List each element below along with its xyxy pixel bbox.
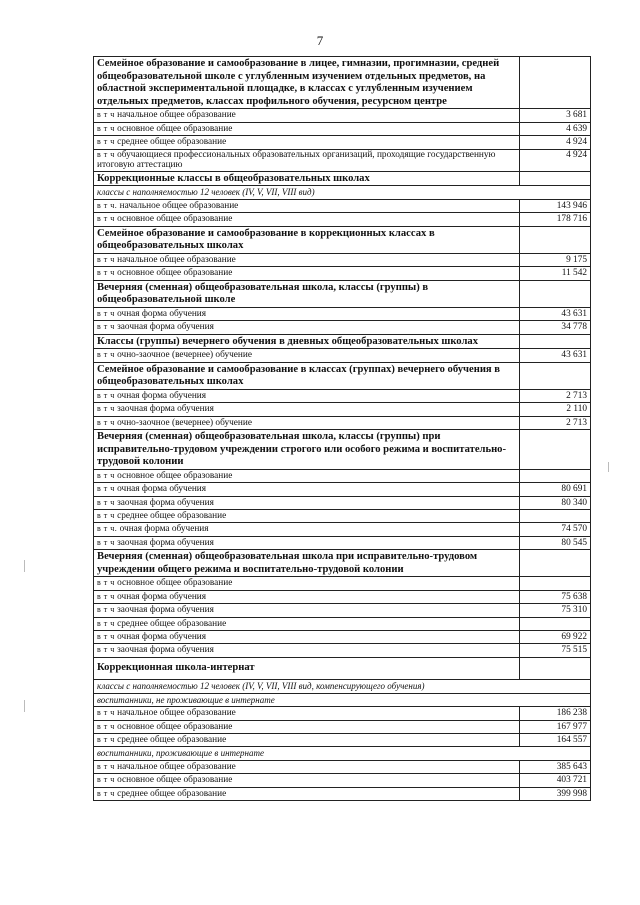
note-text: классы с наполняемостью 12 человек (IV, V, VII, VIII вид, компенсирующего обучения) [94, 680, 591, 693]
section-header-row [94, 171, 591, 186]
row-label-cell [94, 109, 520, 122]
row-label: заочная форма обучения [117, 605, 214, 616]
section-value-cell [520, 334, 591, 349]
row-value: 43 631 [520, 307, 591, 320]
row-label-cell [94, 510, 520, 523]
row-prefix: в т ч [97, 137, 115, 147]
row-label-cell [94, 349, 520, 362]
row-prefix: в т ч [97, 322, 115, 332]
row-label: очно-заочное (вечернее) обучение [117, 350, 252, 361]
row-prefix: в т ч [97, 404, 115, 414]
row-label: очная форма обучения [117, 390, 207, 401]
row-label: среднее общее образование [117, 511, 227, 521]
row-label: основное общее образование [117, 470, 233, 481]
row-prefix: в т ч. [97, 200, 118, 210]
section-value-cell [520, 362, 591, 389]
section-title: Классы (группы) вечернего обучения в дневных общеобразовательных школах [94, 334, 520, 349]
row-label: основное общее образование [117, 268, 233, 279]
row-label-cell [94, 469, 520, 482]
row-label-cell [94, 631, 520, 644]
norms-table [93, 56, 591, 801]
row-value: 399 998 [520, 787, 591, 800]
row-label: среднее общее образование [117, 618, 227, 629]
row-label: обучающиеся профессиональных образовательных организаций, проходящие государственную итоговую аттестацию [97, 149, 496, 171]
row-prefix: в т ч [97, 149, 115, 159]
table-row [94, 213, 591, 226]
row-label-cell [94, 707, 520, 720]
row-prefix: в т ч [97, 497, 115, 507]
section-value-cell [520, 657, 591, 680]
table-row [94, 577, 591, 590]
note-text: воспитанники, проживающие в интернате [94, 747, 591, 760]
section-value-cell [520, 280, 591, 307]
row-value: 75 515 [520, 644, 591, 657]
table-row [94, 483, 591, 496]
section-header-row [94, 57, 591, 109]
table-row [94, 199, 591, 212]
table-row [94, 774, 591, 787]
row-prefix: в т ч [97, 470, 115, 480]
row-value: 80 340 [520, 496, 591, 509]
table-row [94, 307, 591, 320]
row-label: заочная форма обучения [117, 404, 214, 415]
table-row [94, 496, 591, 509]
row-label: очно-заочное (вечернее) обучение [117, 417, 252, 428]
table-row [94, 604, 591, 617]
row-label-cell [94, 122, 520, 135]
row-prefix: в т ч [97, 537, 115, 547]
row-label: среднее общее образование [117, 788, 227, 799]
row-label: очная форма обучения [117, 591, 207, 602]
note-row [94, 680, 591, 693]
table-row [94, 389, 591, 402]
row-label-cell [94, 199, 520, 212]
row-label-cell [94, 577, 520, 590]
table-row [94, 734, 591, 747]
row-prefix: в т ч [97, 761, 115, 771]
table-row [94, 469, 591, 482]
row-prefix: в т ч [97, 417, 115, 427]
row-label: начальное общее образование [117, 254, 236, 265]
row-value [520, 510, 591, 523]
row-prefix: в т ч [97, 308, 115, 318]
section-title: Вечерняя (сменная) общеобразовательная школа, классы (группы) в общеобразовательной школе [94, 280, 520, 307]
row-prefix: в т ч [97, 484, 115, 494]
row-label-cell [94, 307, 520, 320]
row-label-cell [94, 774, 520, 787]
scan-mark [24, 560, 25, 572]
row-value: 385 643 [520, 760, 591, 773]
row-value: 80 545 [520, 536, 591, 549]
row-prefix: в т ч [97, 632, 115, 642]
row-prefix: в т ч [97, 123, 115, 133]
table-row [94, 321, 591, 334]
row-label: начальное общее образование [117, 761, 236, 772]
row-label-cell [94, 136, 520, 149]
row-label-cell [94, 483, 520, 496]
section-header-row [94, 657, 591, 680]
row-label: очная форма обучения [119, 524, 209, 535]
row-prefix: в т ч [97, 618, 115, 628]
table-row [94, 136, 591, 149]
section-title: Вечерняя (сменная) общеобразовательная школа при исправительно-трудовом учреждении общего режима и воспитательно-трудовой колонии [94, 550, 520, 577]
row-label-cell [94, 253, 520, 266]
section-value-cell [520, 57, 591, 109]
row-label-cell [94, 389, 520, 402]
table-row [94, 523, 591, 536]
row-value: 4 924 [520, 136, 591, 149]
row-prefix: в т ч [97, 605, 115, 615]
table-row [94, 590, 591, 603]
row-label: основное общее образование [117, 578, 233, 589]
row-label: начальное общее образование [117, 708, 236, 719]
table-row [94, 349, 591, 362]
row-label-cell [94, 604, 520, 617]
row-label-cell [94, 734, 520, 747]
row-prefix: в т ч [97, 708, 115, 718]
table-row [94, 760, 591, 773]
row-value: 167 977 [520, 720, 591, 733]
section-title: Семейное образование и самообразование в лицее, гимназии, прогимназии, средней общеобразовательной школе с углубленным изучением отдельных предметов, на областной экспериментальной площадке, в классах с углубленным изучением отдельных предметов, классах профильного обучения, ресурсном центре [94, 57, 520, 109]
row-label: очная форма обучения [117, 308, 207, 319]
table-row [94, 510, 591, 523]
row-label: начальное общее образование [117, 110, 236, 121]
row-label: основное общее образование [117, 775, 233, 786]
note-text: воспитанники, не проживающие в интернате [94, 693, 591, 706]
table-row [94, 403, 591, 416]
row-label: заочная форма обучения [117, 497, 214, 508]
row-label: среднее общее образование [117, 137, 227, 148]
row-value: 80 691 [520, 483, 591, 496]
row-label-cell [94, 149, 520, 171]
row-value: 403 721 [520, 774, 591, 787]
row-prefix: в т ч [97, 214, 115, 224]
note-row [94, 747, 591, 760]
row-prefix: в т ч [97, 268, 115, 278]
row-prefix: в т ч [97, 645, 115, 655]
table-row [94, 267, 591, 280]
row-value [520, 617, 591, 630]
row-label-cell [94, 267, 520, 280]
section-value-cell [520, 226, 591, 253]
note-text: классы с наполняемостью 12 человек (IV, V, VII, VIII вид) [94, 186, 591, 199]
scan-mark [24, 700, 25, 712]
row-prefix: в т ч [97, 788, 115, 798]
row-value: 3 681 [520, 109, 591, 122]
row-value: 69 922 [520, 631, 591, 644]
row-prefix: в т ч [97, 390, 115, 400]
section-header-row [94, 430, 591, 470]
row-value [520, 469, 591, 482]
section-header-row [94, 362, 591, 389]
table-row [94, 631, 591, 644]
row-label-cell [94, 536, 520, 549]
table-row [94, 617, 591, 630]
row-value: 75 638 [520, 590, 591, 603]
row-prefix: в т ч [97, 735, 115, 745]
row-label-cell [94, 496, 520, 509]
row-label-cell [94, 590, 520, 603]
row-prefix: в т ч [97, 350, 115, 360]
row-value: 34 778 [520, 321, 591, 334]
section-title: Семейное образование и самообразование в классах (группах) вечернего обучения в общеобразовательных школах [94, 362, 520, 389]
row-value: 143 946 [520, 199, 591, 212]
row-prefix: в т ч [97, 775, 115, 785]
row-label: основное общее образование [117, 214, 233, 225]
row-value: 4 924 [520, 149, 591, 171]
table-row [94, 707, 591, 720]
row-label-cell [94, 644, 520, 657]
section-value-cell [520, 550, 591, 577]
row-value: 164 557 [520, 734, 591, 747]
row-value: 74 570 [520, 523, 591, 536]
row-value: 178 716 [520, 213, 591, 226]
row-label-cell [94, 213, 520, 226]
section-header-row [94, 550, 591, 577]
table-row [94, 787, 591, 800]
table-row [94, 536, 591, 549]
table-row [94, 122, 591, 135]
row-label-cell [94, 760, 520, 773]
row-prefix: в т ч [97, 591, 115, 601]
row-value: 9 175 [520, 253, 591, 266]
row-label-cell [94, 321, 520, 334]
row-label: заочная форма обучения [117, 322, 214, 333]
row-prefix: в т ч [97, 254, 115, 264]
table-row [94, 149, 591, 171]
row-label: заочная форма обучения [117, 537, 214, 548]
row-prefix: в т ч. [97, 524, 118, 534]
row-label: очная форма обучения [117, 484, 207, 495]
row-label: заочная форма обучения [117, 645, 214, 656]
section-title: Коррекционные классы в общеобразовательных школах [94, 171, 520, 186]
section-value-cell [520, 430, 591, 470]
row-label-cell [94, 720, 520, 733]
row-value [520, 577, 591, 590]
row-label-cell [94, 523, 520, 536]
row-label: начальное общее образование [119, 200, 239, 211]
section-header-row [94, 280, 591, 307]
row-value: 2 110 [520, 403, 591, 416]
page-number: 7 [316, 33, 324, 48]
row-label: среднее общее образование [117, 735, 227, 746]
note-row [94, 693, 591, 706]
table-row [94, 253, 591, 266]
row-label-cell [94, 403, 520, 416]
section-header-row [94, 226, 591, 253]
scan-mark [608, 462, 609, 472]
row-value: 4 639 [520, 122, 591, 135]
table-row [94, 720, 591, 733]
row-label: основное общее образование [117, 721, 233, 732]
row-value: 2 713 [520, 416, 591, 429]
row-value: 2 713 [520, 389, 591, 402]
section-header-row [94, 334, 591, 349]
row-value: 11 542 [520, 267, 591, 280]
section-title: Вечерняя (сменная) общеобразовательная школа, классы (группы) при исправительно-трудовом учреждении строгого или особого режима и воспитательно-трудовой колонии [94, 430, 520, 470]
row-prefix: в т ч [97, 110, 115, 120]
row-label-cell [94, 617, 520, 630]
row-prefix: в т ч [97, 578, 115, 588]
row-prefix: в т ч [97, 511, 115, 520]
row-label: основное общее образование [117, 123, 233, 134]
section-title: Семейное образование и самообразование в коррекционных классах в общеобразовательных школах [94, 226, 520, 253]
section-value-cell [520, 171, 591, 186]
row-label-cell [94, 787, 520, 800]
row-value: 75 310 [520, 604, 591, 617]
section-title: Коррекционная школа-интернат [94, 657, 520, 680]
row-label-cell [94, 416, 520, 429]
note-row [94, 186, 591, 199]
table-row [94, 644, 591, 657]
row-value: 43 631 [520, 349, 591, 362]
table-row [94, 416, 591, 429]
table-row [94, 109, 591, 122]
row-value: 186 238 [520, 707, 591, 720]
row-label: очная форма обучения [117, 632, 207, 643]
row-prefix: в т ч [97, 721, 115, 731]
norms-table-body [94, 57, 591, 801]
